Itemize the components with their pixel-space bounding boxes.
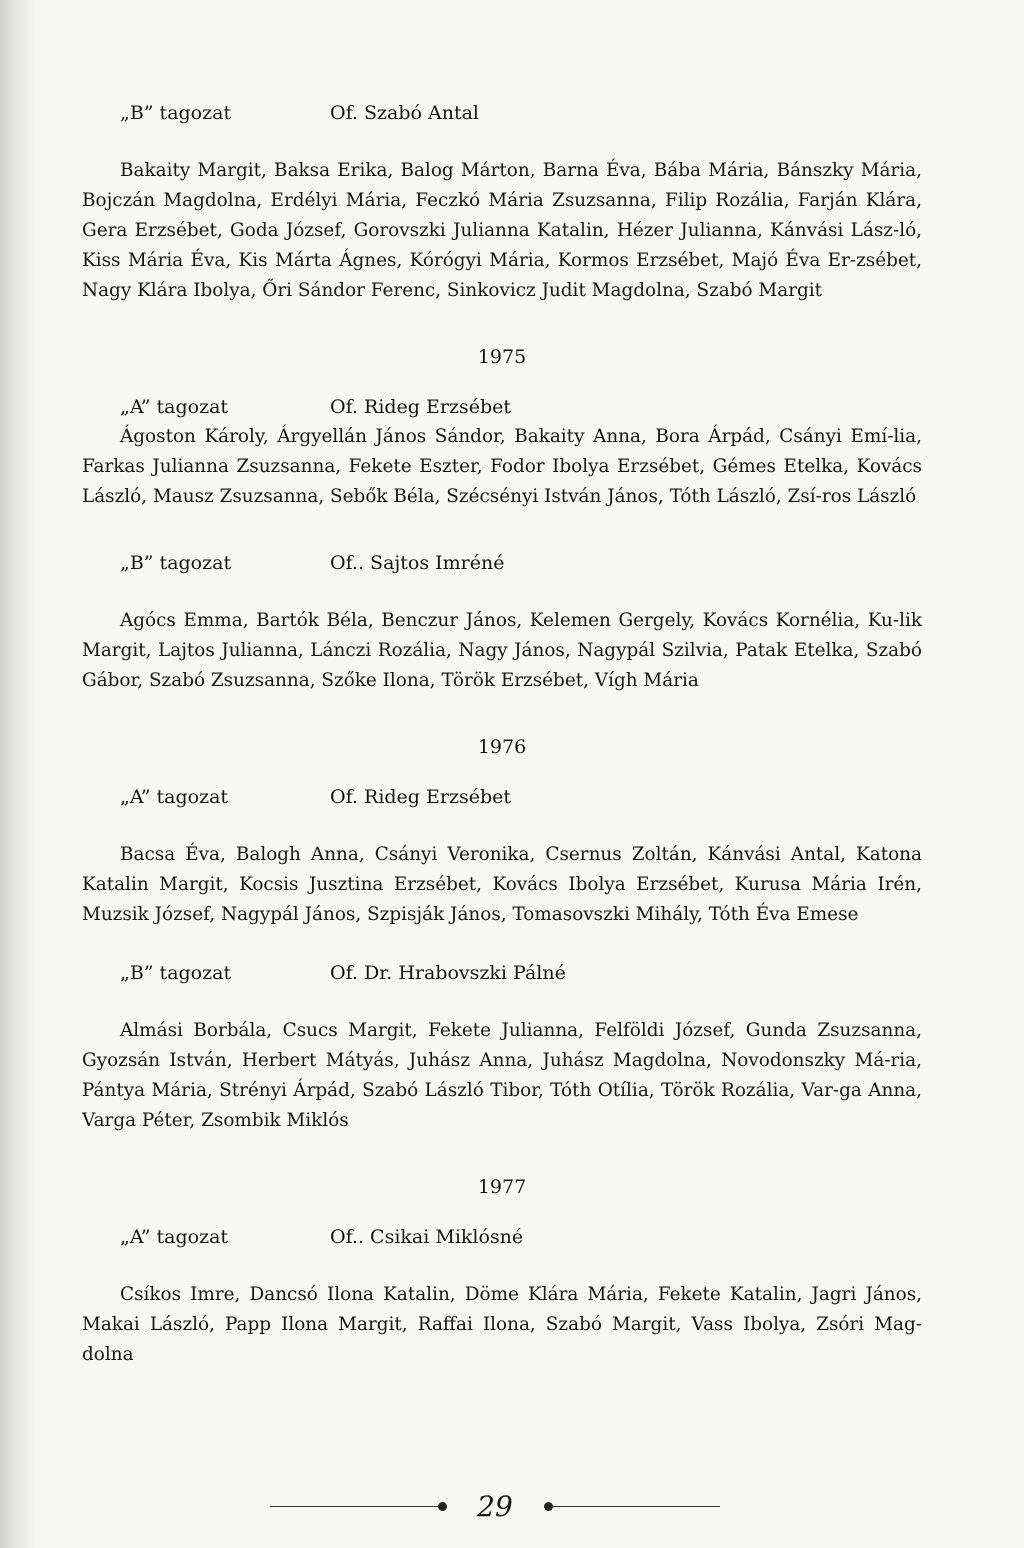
page-binding-shadow xyxy=(0,0,38,1548)
section-header xyxy=(82,958,922,988)
class-teacher: Of.. Sajtos Imréné xyxy=(330,552,505,574)
student-names: Ágoston Károly, Árgyellán János Sándor, Bakaity Anna, Bora Árpád, Csányi Emí-lia, Farkas Julianna Zsuzsanna, Fekete Eszter, Fodor Ibolya Erzsébet, Gémes Etelka, Kovács László, Mausz Zsuzsanna, Sebők Béla, Szécsényi István János, Tóth László, Zsí-ros László xyxy=(82,426,922,507)
class-tag: „B” tagozat xyxy=(120,552,232,574)
class-tag: „B” tagozat xyxy=(120,962,232,984)
student-names: Bacsa Éva, Balogh Anna, Csányi Veronika, Csernus Zoltán, Kánvási Antal, Katona Katalin Margit, Kocsis Jusztina Erzsébet, Kovács Ibolya Erzsébet, Kurusa Mária Irén, Muzsik József, Nagypál János, Szpisják János, Tomasovszki Mihály, Tóth Éva Emese xyxy=(82,844,922,925)
section-header xyxy=(82,1222,922,1252)
section-header xyxy=(82,98,922,128)
student-names: Almási Borbála, Csucs Margit, Fekete Julianna, Felföldi József, Gunda Zsuzsanna, Gyozsán István, Herbert Mátyás, Juhász Anna, Juhász Magdolna, Novodonszky Má-ria, Pántya Mária, Strényi Árpád, Szabó László Tibor, Tóth Otília, Török Rozália, Var-ga Anna, Varga Péter, Zsombik Miklós xyxy=(82,1020,922,1131)
class-tag: „A” tagozat xyxy=(120,1226,229,1248)
section-header xyxy=(82,782,922,812)
page-footer xyxy=(270,1485,720,1529)
student-names: Agócs Emma, Bartók Béla, Benczur János, Kelemen Gergely, Kovács Kornélia, Ku-lik Margit, Lajtos Julianna, Lánczi Rozália, Nagy János, Nagypál Szilvia, Patak Etelka, Szabó Gábor, Szabó Zsuzsanna, Szőke Ilona, Török Erzsébet, Vígh Mária xyxy=(82,610,922,691)
class-teacher: Of. Rideg Erzsébet xyxy=(330,786,512,808)
class-teacher: Of. Rideg Erzsébet xyxy=(330,396,512,418)
year-heading: 1976 xyxy=(477,736,527,758)
class-teacher: Of. Szabó Antal xyxy=(330,102,480,124)
section-header xyxy=(82,548,922,578)
section-header xyxy=(82,392,922,422)
class-teacher: Of. Dr. Hrabovszki Pálné xyxy=(330,962,566,984)
student-names: Bakaity Margit, Baksa Erika, Balog Márton, Barna Éva, Bába Mária, Bánszky Mária, Bojczán Magdolna, Erdélyi Mária, Feczkó Mária Zsuzsanna, Filip Rozália, Farján Klára, Gera Erzsébet, Goda József, Gorovszki Julianna Katalin, Hézer Julianna, Kánvási Lász-ló, Kiss Mária Éva, Kis Márta Ágnes, Kórógyi Mária, Kormos Erzsébet, Majó Éva Er-zsébet, Nagy Klára Ibolya, Őri Sándor Ferenc, Sinkovicz Judit Magdolna, Szabó Margit xyxy=(82,160,922,301)
footer-dot-left-icon xyxy=(438,1502,447,1511)
year-heading: 1977 xyxy=(477,1176,527,1198)
student-names: Csíkos Imre, Dancsó Ilona Katalin, Döme Klára Mária, Fekete Katalin, Jagri János, Makai László, Papp Ilona Margit, Raffai Ilona, Szabó Margit, Vass Ibolya, Zsóri Mag-dolna xyxy=(82,1284,922,1365)
class-tag: „A” tagozat xyxy=(120,786,229,808)
year-heading: 1975 xyxy=(477,346,527,368)
footer-rule-left xyxy=(270,1506,440,1507)
class-tag: „A” tagozat xyxy=(120,396,229,418)
page-number: 29 xyxy=(477,1490,513,1523)
class-lists xyxy=(82,98,922,1370)
footer-rule-right xyxy=(550,1506,720,1507)
class-tag: „B” tagozat xyxy=(120,102,232,124)
class-teacher: Of.. Csikai Miklósné xyxy=(330,1226,524,1248)
